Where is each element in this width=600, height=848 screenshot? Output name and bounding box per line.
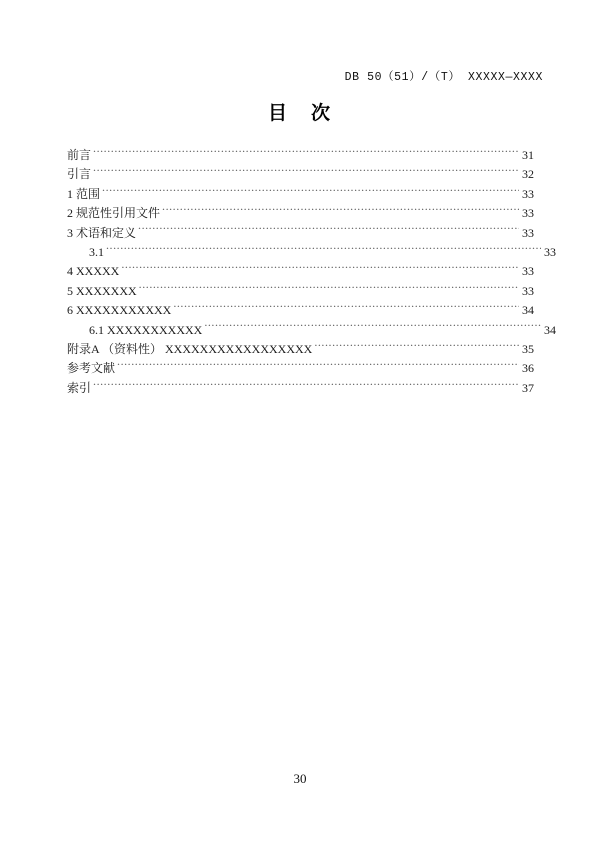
toc-leader-dots (173, 302, 519, 314)
page-title-char-1: 目 (267, 102, 289, 124)
toc-leader-dots (93, 147, 519, 159)
page-title-char-2: 次 (311, 102, 333, 124)
toc-entry-page-number: 33 (522, 264, 534, 279)
toc-entry-label: 6.1 XXXXXXXXXXX (89, 322, 203, 337)
toc-leader-dots (162, 205, 519, 217)
toc-entry[interactable] (67, 146, 534, 165)
toc-leader-dots (93, 380, 519, 392)
toc-entry-label: 1 范围 (67, 186, 101, 201)
toc-entry-label: 引言 (67, 167, 92, 182)
toc-entry-page-number: 33 (522, 225, 534, 240)
toc-entry-page-number: 37 (522, 380, 534, 395)
toc-leader-dots (139, 283, 519, 295)
toc-entry-label: 参考文献 (67, 361, 116, 376)
toc-entry-page-number: 32 (522, 167, 534, 182)
toc-entry-page-number: 33 (522, 206, 534, 221)
toc-entry[interactable] (67, 359, 534, 378)
toc-entry-label: 3 术语和定义 (67, 225, 137, 240)
toc-entry-label: 索引 (67, 380, 92, 395)
toc-entry[interactable] (67, 321, 556, 340)
table-of-contents (67, 146, 556, 398)
toc-entry[interactable] (67, 262, 534, 281)
toc-leader-dots (102, 186, 519, 198)
toc-entry-page-number: 36 (522, 361, 534, 376)
toc-leader-dots (93, 166, 519, 178)
toc-entry-label: 前言 (67, 148, 92, 162)
toc-entry[interactable] (67, 224, 534, 243)
toc-leader-dots (314, 341, 519, 353)
toc-entry-page-number: 34 (544, 322, 556, 337)
footer-page-number: 30 (293, 771, 307, 786)
toc-leader-dots (138, 225, 519, 237)
toc-entry[interactable] (67, 282, 534, 301)
toc-entry-page-number: 34 (522, 303, 534, 318)
toc-leader-dots (121, 263, 519, 275)
toc-entry[interactable] (67, 243, 556, 262)
toc-leader-dots (106, 244, 541, 256)
toc-entry-page-number: 31 (522, 148, 534, 162)
toc-entry-label: 5 XXXXXXX (67, 283, 137, 298)
toc-entry-page-number: 35 (522, 341, 534, 356)
toc-entry[interactable] (67, 379, 534, 398)
toc-leader-dots (204, 322, 541, 334)
toc-entry-label: 3.1 (89, 244, 104, 259)
toc-entry-label: 附录A （资料性） XXXXXXXXXXXXXXXXX (67, 341, 313, 356)
toc-entry[interactable] (67, 301, 534, 320)
toc-entry-label: 6 XXXXXXXXXXX (67, 303, 172, 318)
toc-entry-label: 2 规范性引用文件 (67, 206, 161, 221)
toc-entry-page-number: 33 (522, 283, 534, 298)
toc-entry[interactable] (67, 204, 534, 223)
toc-entry-page-number: 33 (522, 186, 534, 201)
running-header-standard-code: DB 50（51）/（T） XXXXX—XXXX (344, 71, 543, 84)
toc-entry-label: 4 XXXXX (67, 264, 120, 279)
toc-entry[interactable] (67, 165, 534, 184)
page-title (0, 98, 600, 125)
toc-entry[interactable] (67, 185, 534, 204)
toc-entry[interactable] (67, 340, 534, 359)
toc-leader-dots (117, 360, 519, 372)
toc-entry-page-number: 33 (544, 244, 556, 259)
